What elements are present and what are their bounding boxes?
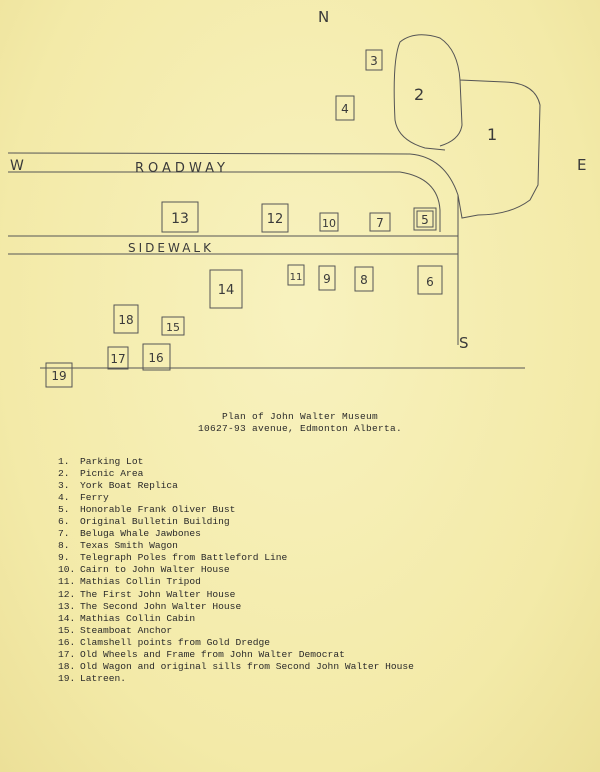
map-marker-13: 13 [171, 211, 189, 227]
legend-item-label: Parking Lot [80, 456, 144, 467]
legend-item-number: 7. [58, 528, 70, 540]
compass-west: W [10, 158, 24, 174]
legend-item-label: The Second John Walter House [80, 600, 242, 612]
legend-item [58, 613, 414, 625]
legend-item-number: 15. [58, 624, 76, 636]
legend-item-label: Original Bulletin Building [80, 516, 230, 528]
map-marker-19: 19 [51, 369, 67, 383]
legend-item [58, 637, 414, 649]
legend-item [58, 673, 414, 685]
legend-item-label: Texas Smith Wagon [80, 540, 178, 552]
legend-item-number: 19. [58, 672, 76, 684]
sidewalk-lower-edge [8, 254, 458, 262]
legend-item-number: 1. [58, 456, 70, 467]
legend-item-label: Latreen. [80, 672, 127, 684]
map-marker-15: 15 [166, 321, 180, 334]
map-marker-7: 7 [376, 216, 384, 230]
legend-item-label: Old Wagon and original sills from Second John Walter House [80, 660, 414, 672]
legend-item-number: 4. [58, 492, 70, 504]
legend-item [58, 552, 414, 564]
legend-item-number: 14. [58, 612, 76, 624]
legend-item-number: 11. [58, 576, 76, 588]
map-marker-10: 10 [322, 217, 336, 230]
map-marker-16: 16 [148, 351, 164, 365]
map-marker-6: 6 [426, 275, 434, 289]
legend-item-label: Honorable Frank Oliver Bust [80, 504, 236, 516]
legend-item-label: Telegraph Poles from Battleford Line [80, 552, 288, 564]
legend-item [58, 576, 414, 588]
legend-item-label: Mathias Collin Cabin [80, 612, 196, 624]
legend-item-number: 5. [58, 504, 70, 516]
legend-item [58, 661, 414, 673]
legend-item-label: Steamboat Anchor [80, 624, 173, 636]
legend-item [58, 649, 414, 661]
map-marker-1: 1 [487, 125, 498, 144]
legend-item [58, 540, 414, 552]
document-address: 10627-93 avenue, Edmonton Alberta. [197, 423, 403, 434]
parking-picnic-outline [394, 35, 540, 218]
legend-item-label: Beluga Whale Jawbones [80, 528, 201, 540]
map-marker-12: 12 [266, 212, 284, 227]
map-marker-3: 3 [370, 54, 378, 68]
legend-item-label: Picnic Area [80, 468, 144, 480]
document-title: Plan of John Walter Museum [221, 411, 379, 422]
map-marker-2: 2 [414, 85, 425, 104]
legend-item-number: 12. [58, 588, 76, 600]
legend-item [58, 468, 414, 480]
compass-north: N [318, 8, 330, 26]
legend-item-label: Cairn to John Walter House [80, 564, 230, 576]
sidewalk-label: SIDEWALK [128, 241, 214, 255]
compass-east: E [577, 156, 587, 174]
map-marker-11: 11 [289, 272, 303, 283]
compass-south: S [459, 334, 469, 352]
map-marker-5: 5 [421, 213, 429, 227]
legend-item [58, 589, 414, 601]
legend-item [58, 625, 414, 637]
legend-item-number: 9. [58, 552, 70, 564]
legend-item-number: 6. [58, 516, 70, 528]
legend-item-number: 10. [58, 564, 76, 576]
legend-item [58, 516, 414, 528]
legend-item-label: York Boat Replica [80, 480, 178, 492]
map-marker-14: 14 [217, 283, 235, 298]
legend-item [58, 456, 414, 468]
map-marker-4: 4 [341, 102, 349, 116]
legend-item-number: 2. [58, 468, 70, 480]
legend-item [58, 480, 414, 492]
legend-item-number: 8. [58, 540, 70, 552]
picnic-area-divider [440, 80, 462, 146]
legend-item [58, 564, 414, 576]
legend-item-number: 16. [58, 636, 76, 648]
legend-item-number: 17. [58, 648, 76, 660]
roadway-upper-edge [8, 153, 458, 345]
roadway-label: ROADWAY [135, 161, 229, 176]
legend-item-number: 3. [58, 480, 70, 492]
legend-item-label: Ferry [80, 492, 109, 504]
legend-item [58, 601, 414, 613]
map-marker-18: 18 [118, 313, 134, 327]
legend-item-label: Mathias Collin Tripod [80, 576, 201, 588]
legend-item [58, 504, 414, 516]
legend-item [58, 492, 414, 504]
map-marker-8: 8 [360, 273, 368, 287]
legend-item-label: Old Wheels and Frame from John Walter Democrat [80, 648, 345, 660]
legend-item-number: 18. [58, 660, 76, 672]
legend-item-label: The First John Walter House [80, 588, 236, 600]
legend-list [58, 456, 414, 685]
map-marker-9: 9 [323, 272, 331, 286]
map-marker-17: 17 [110, 352, 126, 366]
legend-item-label: Clamshell points from Gold Dredge [80, 636, 270, 648]
legend-item [58, 528, 414, 540]
legend-item-number: 13. [58, 600, 76, 612]
